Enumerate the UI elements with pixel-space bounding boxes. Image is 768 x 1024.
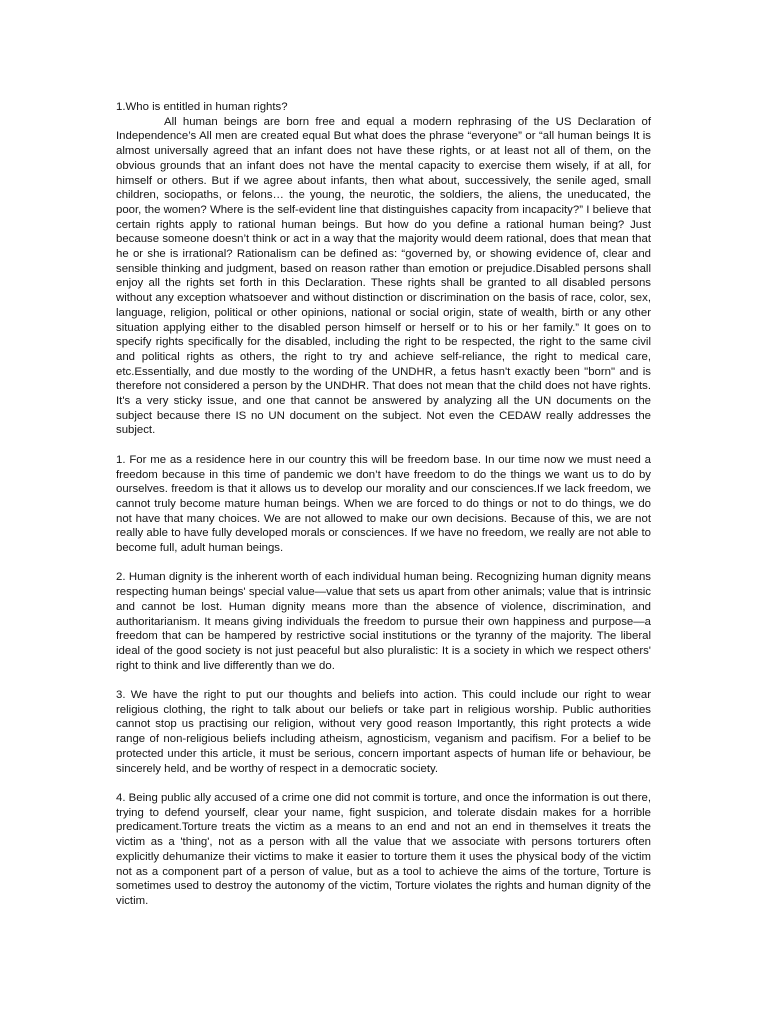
question-heading: 1.Who is entitled in human rights?	[116, 101, 288, 113]
paragraph-who-is-entitled: All human beings are born free and equal a modern rephrasing of the US Declaration of Independence’s All men are created equal But what does the phrase “everyone” or “all human beings It is almost universally agreed that an infant does not have these rights, or at least not all of them, on the obvious grounds that an infant does not have the mental capacity to exercise them wisely, if at all, for himself or others. But if we agree about infants, then what about, successively, the senile aged, small children, sociopaths, or felons… the young, the neurotic, the soldiers, the aliens, the uneducated, the poor, the women? Where is the self-evident line that distinguishes capacity from incapacity?” I believe that certain rights apply to rational human beings. But how do you define a rational human being? Just because someone doesn’t think or act in a way that the majority would deem rational, does that mean that he or she is irrational? Rationalism can be defined as: “governed by, or showing evidence of, clear and sensible thinking and judgment, based on reason rather than emotion or prejudice.Disabled persons shall enjoy all the rights set forth in this Declaration. These rights shall be granted to all disabled persons without any exception whatsoever and without distinction or discrimination on the basis of race, color, sex, language, religion, political or other opinions, national or social origin, state of wealth, birth or any other situation applying either to the disabled person himself or herself or to his or her family.” It goes on to specify rights specifically for the disabled, including the right to be respected, the right to the same civil and political rights as others, the right to try and achieve self-reliance, the right to medical care, etc.Essentially, and due mostly to the wording of the UNDHR, a fetus hasn't exactly been "born" and is therefore not considered a person by the UNDHR. That does not mean that the child does not have rights. It's a very sticky issue, and one that cannot be answered by analyzing all the UN documents on the subject because there IS no UN document on the subject. Not even the CEDAW really addresses the subject.	[116, 115, 651, 437]
paragraph-human-dignity: 2. Human dignity is the inherent worth of each individual human being. Recognizing human dignity means respecting human beings' special value—value that sets us apart from other animals; value that is intrinsic and cannot be lost. Human dignity means more than the absence of violence, discrimination, and authoritarianism. It means giving individuals the freedom to pursue their own happiness and purpose—a freedom that can be hampered by restrictive social institutions or the tyranny of the majority. The liberal ideal of the good society is not just peaceful but also pluralistic: It is a society in which we respect others' right to think and live differently than we do.	[116, 571, 651, 672]
paragraph-religious-belief: 3. We have the right to put our thoughts and beliefs into action. This could include our right to wear religious clothing, the right to talk about our beliefs or take part in religious worship. Public authorities cannot stop us practising our religion, without very good reason Importantly, this right protects a wide range of non-religious beliefs including atheism, agnosticism, veganism and pacifism. For a belief to be protected under this article, it must be serious, concern important aspects of human life or behaviour, be sincerely held, and be worthy of respect in a democratic society.	[116, 689, 651, 775]
paragraph-freedom: 1. For me as a residence here in our country this will be freedom base. In our time now we must need a freedom because in this time of pandemic we don’t have freedom to do the things we want us to do by ourselves. freedom is that it allows us to develop our morality and our consciences.If we lack freedom, we cannot truly become mature human beings. When we are forced to do things or not to do things, we do not have that many choices. We are not allowed to make our own decisions. Because of this, we are not really able to have fully developed morals or consciences. If we have no freedom, we really are not able to become full, adult human beings.	[116, 453, 651, 555]
document-page	[116, 100, 651, 923]
paragraph-torture: 4. Being public ally accused of a crime one did not commit is torture, and once the information is out there, trying to defend yourself, clear your name, fight suspicion, and tolerate disdain makes for a horrible predicament.Torture treats the victim as a means to an end and not an end in themselves it treats the victim as a 'thing', not as a person with all the value that we associate with persons torturers often explicitly dehumanize their victims to make it easier to torture them it uses the physical body of the victim not as a component part of a person of value, but as a tool to achieve the aims of the torture, Torture is sometimes used to destroy the autonomy of the victim, Torture violates the rights and human dignity of the victim.	[116, 791, 652, 907]
